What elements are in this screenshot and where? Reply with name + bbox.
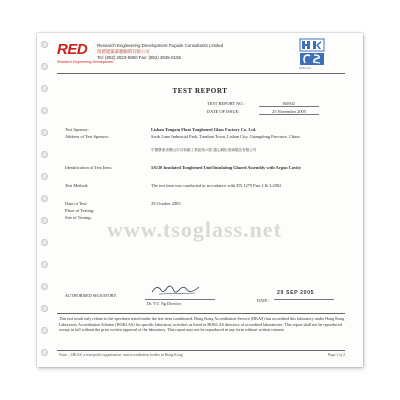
field-value: The test item was conducted in accordance with EN 1279 Part 2 & 3:2002 bbox=[151, 183, 282, 188]
signature-line bbox=[145, 299, 215, 300]
watermark-text: www.tsoglass.net bbox=[107, 217, 282, 242]
company-name-cn: 瑞德建築幕牆顧問有限公司 bbox=[97, 49, 150, 54]
signatory-name bbox=[147, 301, 181, 306]
notice-divider bbox=[57, 313, 345, 314]
signoff-date-label: DATE: bbox=[257, 298, 269, 303]
field-value: Lishan Tongxin Float Toughened Glass Factory Co. Ltd. bbox=[151, 127, 257, 132]
binder-hole bbox=[41, 151, 48, 158]
binder-hole bbox=[41, 107, 48, 114]
company-contact: Tel: (852) 2823-8850 Fax: (852) 2845-6155 bbox=[97, 55, 181, 60]
binder-hole bbox=[41, 305, 48, 312]
binder-hole bbox=[41, 283, 48, 290]
signatory-name-text: Dr. Y.T. Ng bbox=[147, 301, 167, 306]
field-value: 5/6/20 Insulated Toughened Unit/Insulating Glazed Assembly with Argon Cavity bbox=[151, 165, 302, 170]
binder-hole bbox=[41, 327, 48, 334]
field-label: Identification of Test Item: bbox=[65, 165, 113, 170]
meta-report-no bbox=[207, 101, 319, 107]
meta-issue-date bbox=[207, 109, 319, 115]
report-title: TEST REPORT bbox=[172, 87, 228, 95]
logo-tagline: Research Engineering Development bbox=[57, 60, 114, 64]
field-label: Date of Test: bbox=[65, 201, 88, 206]
accreditation-label: HOKLAS bbox=[299, 66, 312, 70]
signature-icon bbox=[149, 282, 203, 296]
meta-label: DATE OF ISSUE: bbox=[207, 109, 240, 114]
field-label: Address of Test Sponsor: bbox=[65, 134, 110, 139]
company-name: Research Engineering Development Façade Consultants Limited bbox=[97, 43, 224, 48]
report-sheet bbox=[37, 33, 363, 367]
field-label: Test Sponsor: bbox=[65, 127, 89, 132]
date-stamp: 29 SEP 2005 bbox=[277, 290, 315, 296]
hoklas-logo-icon bbox=[299, 38, 325, 66]
meta-value: 25 November 2005 bbox=[259, 109, 319, 115]
company-info bbox=[97, 43, 223, 61]
field-value: 中國廣東省鶴山市共和鎮工業區第六路 通心鋼化玻璃製品有限公司 bbox=[151, 148, 257, 152]
binder-hole bbox=[41, 173, 48, 180]
footer-divider bbox=[57, 350, 345, 351]
company-logo: RED bbox=[57, 41, 88, 58]
binder-hole bbox=[41, 261, 48, 268]
authorised-signatory-label: AUTHORISED SIGNATORY: bbox=[65, 293, 118, 298]
field-value: 29 October 2005 bbox=[151, 201, 181, 206]
footer-note: Note: – HKAS, a non-profit organisation, and accreditation bodies in Hong Kong bbox=[59, 353, 183, 357]
binder-hole bbox=[41, 63, 48, 70]
meta-value: R0502 bbox=[259, 101, 319, 107]
header-divider bbox=[57, 73, 345, 74]
binder-hole bbox=[41, 195, 48, 202]
signatory-title: Director bbox=[167, 301, 182, 306]
binder-hole bbox=[41, 129, 48, 136]
binder-hole bbox=[41, 349, 48, 356]
page-footer bbox=[59, 353, 345, 357]
date-line bbox=[274, 299, 334, 300]
field-label: Site of Testing: bbox=[65, 215, 92, 220]
meta-label: TEST REPORT NO.: bbox=[207, 101, 245, 106]
field-label: Place of Testing: bbox=[65, 208, 95, 213]
accreditation-notice: This test result only relates to the specimen tested under the test item conditioned. Hong Kong Accreditation Service (HKAS) has accredited this laboratory under Hong Kong Laboratory Accreditation Scheme (HOKLAS) for specific laboratory activities as listed in HOKLAS directory of accredited laboratories. This report shall not be reproduced except in full without the prior written approval of the laboratory. This report may not be reproduced in any form without written consent. bbox=[59, 316, 345, 333]
page-number: Page 1 of 2 bbox=[327, 353, 345, 357]
field-value: Sixth Lane Industrial Park, Tanshan Town, Lishan City, Guangdong Province, China. bbox=[151, 134, 301, 139]
binder-hole bbox=[41, 41, 48, 48]
binder-hole bbox=[41, 239, 48, 246]
field-label: Test Method: bbox=[65, 183, 89, 188]
binder-hole bbox=[41, 217, 48, 224]
